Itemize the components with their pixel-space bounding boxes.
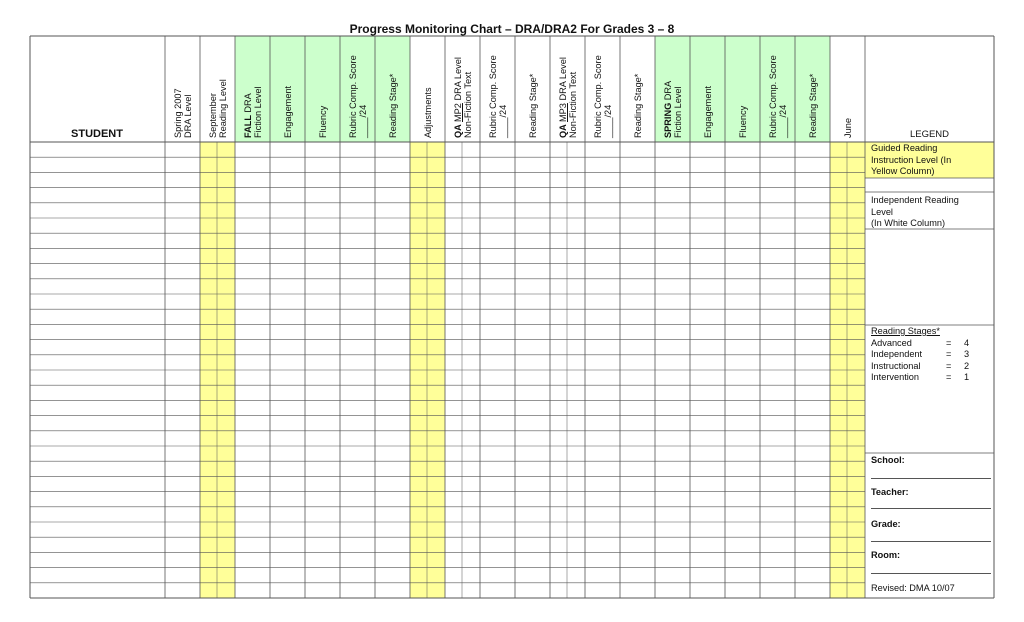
legend-header: LEGEND — [909, 129, 950, 140]
page-title: Progress Monitoring Chart – DRA/DRA2 For Grades 3 – 8 — [349, 22, 675, 36]
room-label: Room: — [871, 550, 901, 560]
room-field[interactable] — [871, 573, 991, 574]
legend-reading-stages: Reading Stages* Advanced = 4 Independent = 3 Instructional = 2 Intervention = 1 — [871, 326, 970, 382]
stage-instructional: Instructional = 2 — [871, 360, 970, 371]
grade-label: Grade: — [871, 519, 901, 529]
grade-field[interactable] — [871, 541, 991, 542]
teacher-field[interactable] — [871, 508, 991, 509]
student-column-header: STUDENT — [71, 128, 123, 140]
stage-intervention: Intervention = 1 — [871, 372, 970, 382]
school-field[interactable] — [871, 478, 991, 479]
legend-guided-reading: Guided Reading Instruction Level (In Yellow Column) — [871, 143, 952, 176]
school-label: School: — [871, 455, 905, 465]
legend-independent-reading: Independent Reading Level (In White Column) — [871, 195, 959, 228]
teacher-label: Teacher: — [871, 487, 909, 497]
stage-independent: Independent = 3 — [871, 349, 970, 359]
revised-note: Revised: DMA 10/07 — [871, 583, 955, 593]
stage-advanced: Advanced = 4 — [871, 337, 970, 348]
